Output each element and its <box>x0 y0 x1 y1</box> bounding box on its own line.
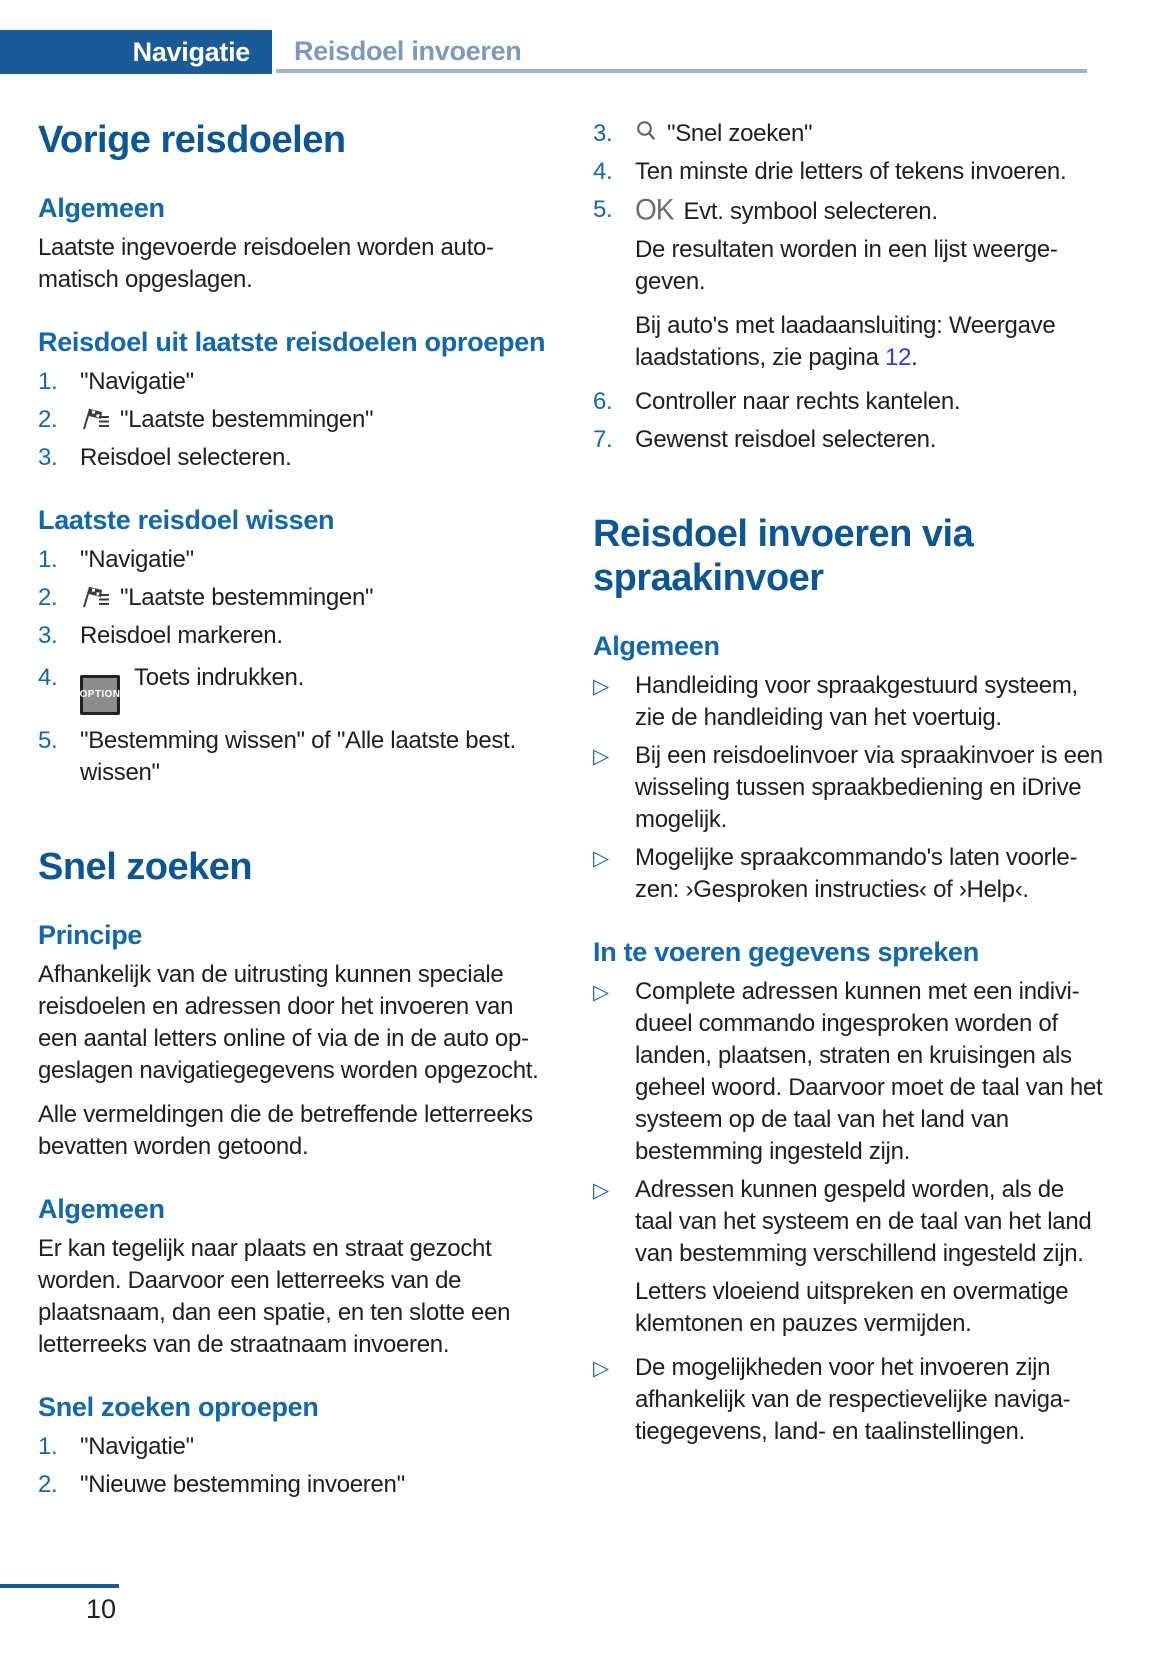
step-text-with-icon <box>635 118 1104 150</box>
list-item <box>38 620 549 652</box>
subheading-quick-search-recall: Snel zoeken oproepen <box>38 1392 319 1422</box>
step-text: Gewenst reisdoel selecteren. <box>635 426 937 453</box>
step-subparagraph: De resultaten worden in een lijst weergegeven. <box>635 236 1058 295</box>
magnifier-icon <box>635 120 659 144</box>
step-text-with-key <box>80 662 549 715</box>
step-number: 7. <box>593 426 613 453</box>
list-item <box>593 424 1104 456</box>
ok-symbol: OK <box>635 193 674 226</box>
bullet-text: Complete adressen kunnen met een individueel commando ingesproken worden of landen, plaatsen, straten en kruisingen als geheel woord. Daarvoor moet de taal van het systeem op de taal van het land van bestemming ingesteld zijn. <box>635 978 1103 1165</box>
triangle-bullet-icon: ▷ <box>593 847 609 870</box>
step-text: Reisdoel selecteren. <box>80 444 292 471</box>
step-text-with-icon <box>80 582 549 614</box>
list-item <box>593 156 1104 188</box>
step-text: Toets indrukken. <box>134 664 304 691</box>
header-rule <box>276 69 1087 73</box>
step-text: "Bestemming wissen" of "Alle laatste best. wissen" <box>80 727 516 786</box>
paragraph: Afhankelijk van de uitrusting kunnen speciale reisdoelen en adressen door het invoeren van een aantal letters online of via de in de auto opgeslagen navigatiegegevens worden opgezocht. <box>38 961 539 1084</box>
last-destinations-icon <box>80 407 110 431</box>
step-subparagraph <box>635 310 1104 374</box>
bullet-item <box>593 670 1104 734</box>
step-text: "Navigatie" <box>80 368 194 395</box>
step-number: 3. <box>38 444 58 471</box>
step-text: Reisdoel markeren. <box>80 622 283 649</box>
subheading-general: Algemeen <box>38 193 165 223</box>
step-text-with-icon <box>80 404 549 436</box>
list-item <box>38 725 549 789</box>
triangle-bullet-icon: ▷ <box>593 1179 609 1202</box>
list-item <box>38 404 549 436</box>
left-column <box>38 118 549 1507</box>
subheading-recall-destination: Reisdoel uit laatste reisdoelen oproepen <box>38 327 546 357</box>
bullet-text: Handleiding voor spraakgestuurd systeem, zie de handleiding van het voertuig. <box>635 672 1078 731</box>
bullet-subparagraph: Letters vloeiend uitspreken en overmatige klemtonen en pauzes vermijden. <box>635 1278 1069 1337</box>
list-item <box>38 1469 549 1501</box>
delete-steps-list <box>38 544 549 789</box>
subheading-delete-destination: Laatste reisdoel wissen <box>38 505 335 535</box>
step-text: "Navigatie" <box>80 546 194 573</box>
last-destinations-icon <box>80 585 110 609</box>
subheading-general: Algemeen <box>593 631 720 661</box>
recall-steps-list <box>38 366 549 474</box>
list-item <box>593 386 1104 418</box>
triangle-bullet-icon: ▷ <box>593 981 609 1004</box>
step-text: "Navigatie" <box>80 1433 194 1460</box>
step-number: 4. <box>38 664 58 691</box>
subparagraph-text: . <box>911 344 918 371</box>
step-number: 2. <box>38 1471 58 1498</box>
subheading-general: Algemeen <box>38 1194 165 1224</box>
step-text: "Nieuwe bestemming invoeren" <box>80 1471 405 1498</box>
step-text-with-symbol <box>635 194 1104 228</box>
triangle-bullet-icon: ▷ <box>593 745 609 768</box>
step-number: 2. <box>38 584 58 611</box>
list-item <box>38 662 549 715</box>
step-number: 4. <box>593 158 613 185</box>
list-item <box>38 582 549 614</box>
option-key: OPTION <box>80 675 120 715</box>
step-number: 1. <box>38 546 58 573</box>
step-number: 1. <box>38 368 58 395</box>
heading-previous-destinations: Vorige reisdoelen <box>38 119 346 161</box>
heading-quick-search: Snel zoeken <box>38 846 253 888</box>
paragraph: Alle vermeldingen die de betreffende letterreeks bevatten worden getoond. <box>38 1101 533 1160</box>
right-column <box>593 118 1104 1507</box>
step-text: Ten minste drie letters of tekens invoeren. <box>635 158 1067 185</box>
list-item <box>38 442 549 474</box>
bullet-item <box>593 1174 1104 1340</box>
list-item <box>38 544 549 576</box>
section-breadcrumb: Reisdoel invoeren <box>294 35 522 66</box>
list-item <box>38 366 549 398</box>
paragraph: Laatste ingevoerde reisdoelen worden automatisch opgeslagen. <box>38 234 495 293</box>
step-number: 1. <box>38 1433 58 1460</box>
subheading-spoken-entries: In te voeren gegevens spreken <box>593 937 979 967</box>
quick-search-recall-list <box>38 1431 549 1501</box>
heading-voice-entry: Reisdoel invoeren via spraakinvoer <box>593 513 974 599</box>
subheading-principle: Principe <box>38 920 143 950</box>
chapter-tab: Navigatie <box>0 30 272 74</box>
bullet-text: Mogelijke spraakcommando's laten voorlezen: ›Gesproken instructies‹ of ›Help‹. <box>635 844 1078 903</box>
step-number: 2. <box>38 406 58 433</box>
paragraph: Er kan tegelijk naar plaats en straat gezocht worden. Daarvoor een letterreeks van de plaatsnaam, dan een spatie, en ten slotte een letterreeks van de straatnaam invoeren. <box>38 1235 511 1358</box>
quick-search-steps-list <box>593 118 1104 456</box>
bullet-text: Bij een reisdoelinvoer via spraakinvoer is een wisseling tussen spraakbediening en iDrive mogelijk. <box>635 742 1103 833</box>
page-12-link[interactable]: 12 <box>885 344 912 371</box>
bullet-text: Adressen kunnen gespeld worden, als de taal van het systeem en de taal van het land van bestemming verschillend ingesteld zijn. <box>635 1176 1092 1267</box>
list-item <box>38 1431 549 1463</box>
spoken-entries-bullet-list <box>593 976 1104 1448</box>
page-number: 10 <box>85 1594 116 1624</box>
subparagraph-text: Bij auto's met laadaansluiting: Weergave laadstations, zie pagina <box>635 312 1056 371</box>
triangle-bullet-icon: ▷ <box>593 1357 609 1380</box>
bullet-text: De mogelijkheden voor het invoeren zijn afhankelijk van de respectievelijke navigatiegegevens, land- en taalinstellingen. <box>635 1354 1071 1445</box>
voice-general-bullet-list <box>593 670 1104 906</box>
step-text: "Laatste bestemmingen" <box>120 584 374 611</box>
list-item <box>593 118 1104 150</box>
step-number: 3. <box>593 120 613 147</box>
step-text: "Snel zoeken" <box>667 120 813 147</box>
footer-rule <box>0 1584 119 1588</box>
step-number: 6. <box>593 388 613 415</box>
step-number: 5. <box>38 727 58 754</box>
step-text: Controller naar rechts kantelen. <box>635 388 961 415</box>
step-text: Evt. symbool selecteren. <box>683 198 938 225</box>
list-item <box>593 194 1104 374</box>
bullet-item <box>593 842 1104 906</box>
step-number: 5. <box>593 196 613 223</box>
bullet-item <box>593 1352 1104 1448</box>
step-text: "Laatste bestemmingen" <box>120 406 374 433</box>
bullet-item <box>593 976 1104 1168</box>
page-content <box>38 118 1104 1507</box>
triangle-bullet-icon: ▷ <box>593 675 609 698</box>
bullet-item <box>593 740 1104 836</box>
step-number: 3. <box>38 622 58 649</box>
